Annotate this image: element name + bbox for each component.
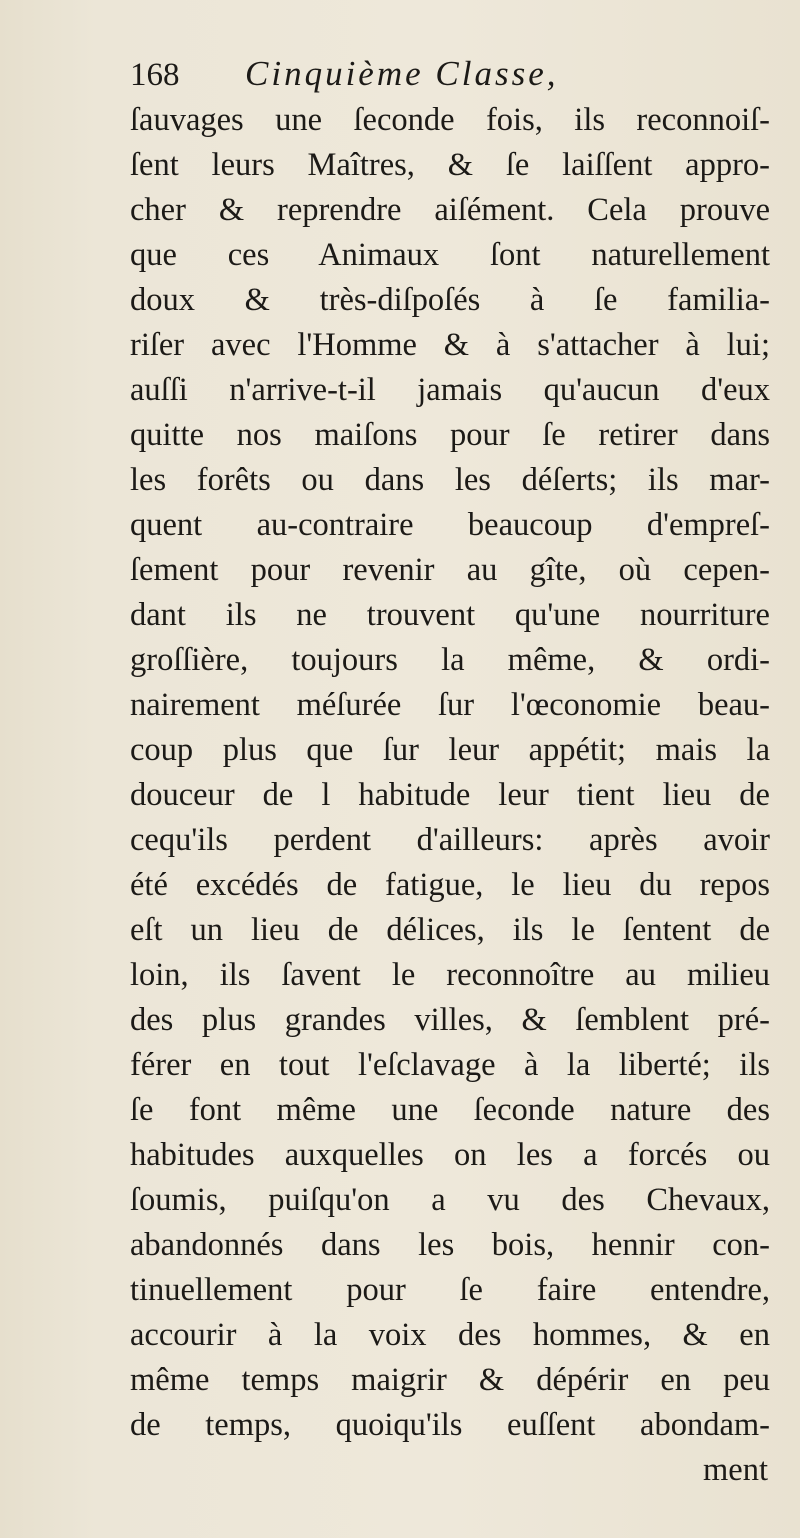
text-line: ſe font même une ſeconde nature des <box>130 1092 770 1128</box>
catchword: ment <box>703 1452 768 1488</box>
text-line: que ces Animaux ſont naturellement <box>130 237 770 273</box>
text-line: les forêts ou dans les déſerts; ils mar- <box>130 462 770 498</box>
page-header <box>130 54 750 98</box>
text-line: nairement méſurée ſur l'œconomie beau- <box>130 687 770 723</box>
text-line: quent au-contraire beaucoup d'empreſ- <box>130 507 770 543</box>
text-line: groſſière, toujours la même, & ordi- <box>130 642 770 678</box>
text-line: tinuellement pour ſe faire entendre, <box>130 1272 770 1308</box>
text-line: coup plus que ſur leur appétit; mais la <box>130 732 770 768</box>
text-line: ſent leurs Maîtres, & ſe laiſſent appro- <box>130 147 770 183</box>
running-head: Cinquième Classe, <box>245 54 559 93</box>
text-line: auſſi n'arrive-t-il jamais qu'aucun d'eux <box>130 372 770 408</box>
text-line: douceur de l habitude leur tient lieu de <box>130 777 770 813</box>
text-line: ſement pour revenir au gîte, où cepen- <box>130 552 770 588</box>
text-line: même temps maigrir & dépérir en peu <box>130 1362 770 1398</box>
text-line: des plus grandes villes, & ſemblent pré- <box>130 1002 770 1038</box>
text-line: eſt un lieu de délices, ils le ſentent de <box>130 912 770 948</box>
text-line: cequ'ils perdent d'ailleurs: après avoir <box>130 822 770 858</box>
text-line: loin, ils ſavent le reconnoître au milieu <box>130 957 770 993</box>
text-line: férer en tout l'eſclavage à la liberté; ils <box>130 1047 770 1083</box>
text-line: quitte nos maiſons pour ſe retirer dans <box>130 417 770 453</box>
page-number: 168 <box>130 57 180 93</box>
text-line: riſer avec l'Homme & à s'attacher à lui; <box>130 327 770 363</box>
text-line: de temps, quoiqu'ils euſſent abondam- <box>130 1407 770 1443</box>
text-line: ſauvages une ſeconde fois, ils reconnoiſ- <box>130 102 770 138</box>
text-line: ſoumis, puiſqu'on a vu des Chevaux, <box>130 1182 770 1218</box>
text-line: cher & reprendre aiſément. Cela prouve <box>130 192 770 228</box>
text-line: dant ils ne trouvent qu'une nourriture <box>130 597 770 633</box>
text-line: été excédés de fatigue, le lieu du repos <box>130 867 770 903</box>
body-text <box>130 98 770 1493</box>
text-line: abandonnés dans les bois, hennir con- <box>130 1227 770 1263</box>
text-line: doux & très-diſpoſés à ſe familia- <box>130 282 770 318</box>
text-line: accourir à la voix des hommes, & en <box>130 1317 770 1353</box>
text-line: habitudes auxquelles on les a forcés ou <box>130 1137 770 1173</box>
